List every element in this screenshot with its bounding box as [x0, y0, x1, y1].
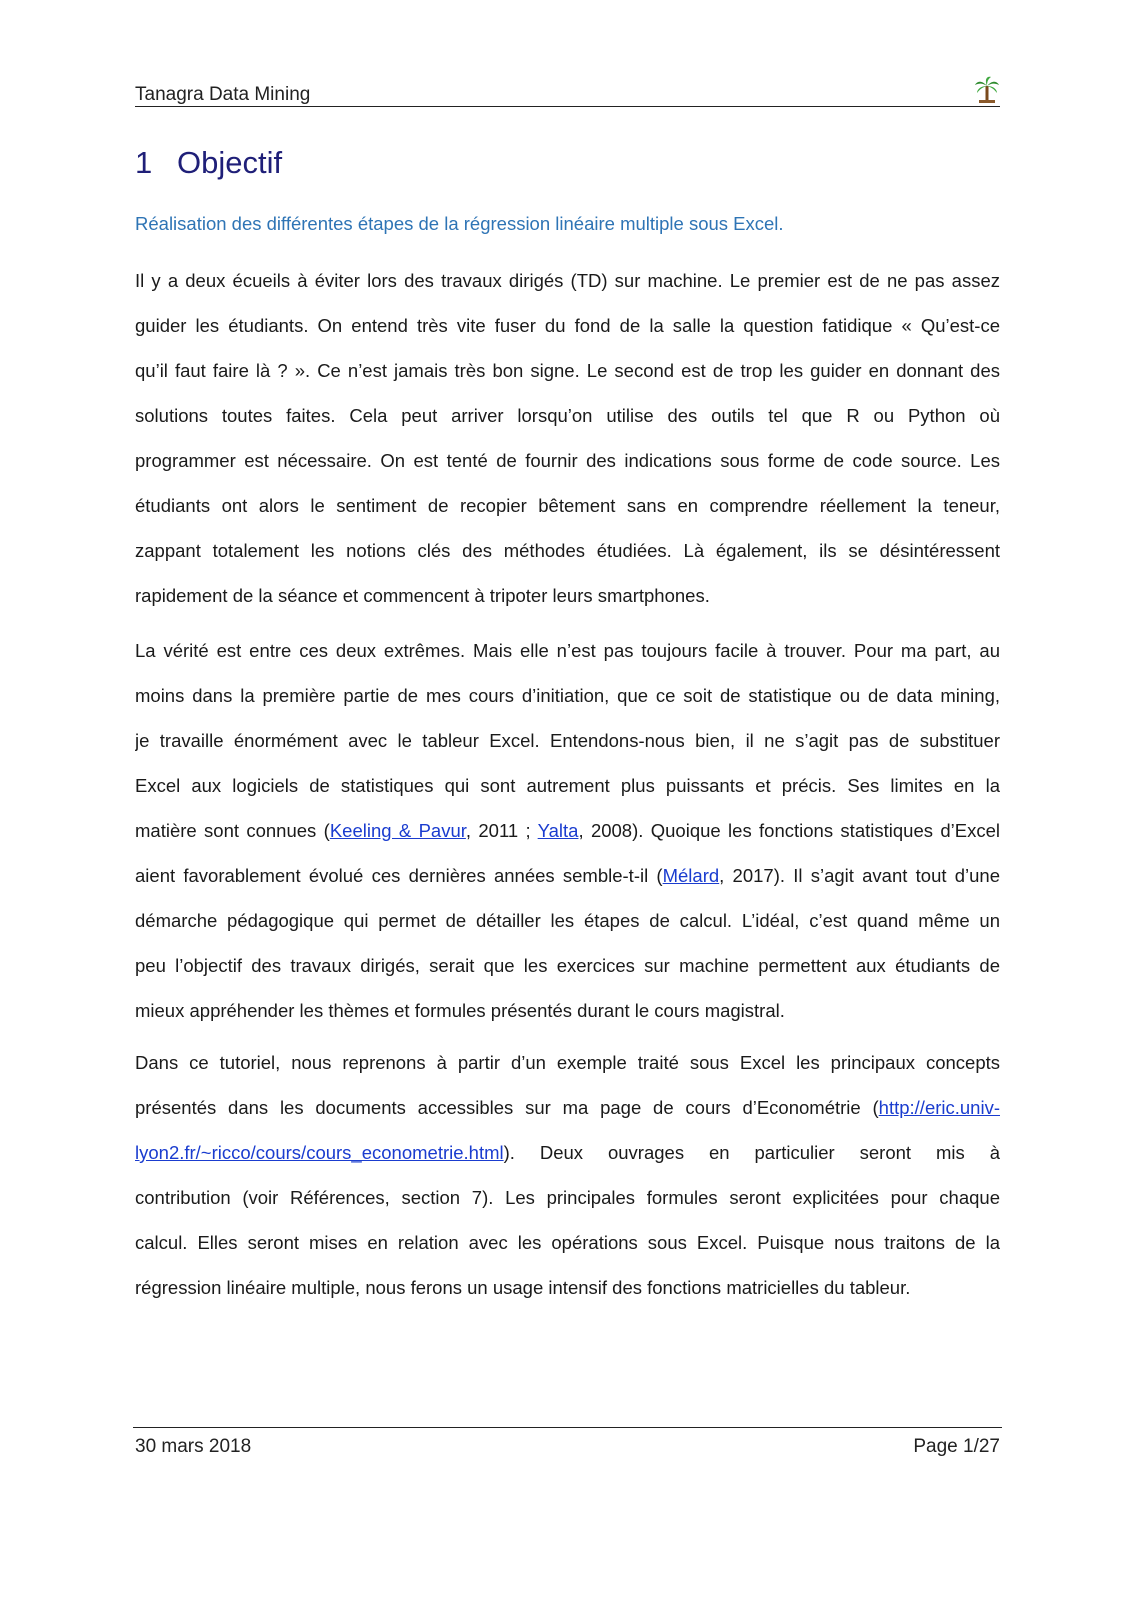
paragraph-line: étudiants ont alors le sentiment de recopier bêtement sans en comprendre réellement la teneur,: [135, 495, 1000, 516]
reference-link-yalta[interactable]: Yalta: [537, 820, 579, 841]
page-header: [135, 80, 1000, 107]
text-segment: , 2011 ;: [465, 820, 538, 841]
paragraph-line: Dans ce tutoriel, nous reprenons à partir d’un exemple traité sous Excel les principaux concepts: [135, 1052, 1000, 1073]
paragraph-line: [135, 1085, 1000, 1130]
text-segment: , 2008). Quoique les fonctions statistiques d’Excel: [578, 820, 1000, 841]
paragraph-line: La vérité est entre ces deux extrêmes. Mais elle n’est pas toujours facile à trouver. Pour ma part, au: [135, 640, 1000, 661]
paragraph-line: contribution (voir Références, section 7). Les principales formules seront explicitées pour chaque: [135, 1187, 1000, 1208]
paragraph-line: Il y a deux écueils à éviter lors des travaux dirigés (TD) sur machine. Le premier est de ne pas assez: [135, 270, 1000, 291]
page-footer: [133, 1427, 1002, 1457]
paragraph-line: je travaille énormément avec le tableur Excel. Entendons-nous bien, il ne s’agit pas de substituer: [135, 730, 1000, 751]
footer-date: 30 mars 2018: [135, 1436, 252, 1457]
paragraph-line: moins dans la première partie de mes cours d’initiation, que ce soit de statistique ou de data mining,: [135, 685, 1000, 706]
paragraph-line: régression linéaire multiple, nous ferons un usage intensif des fonctions matricielles du tableur.: [135, 1277, 911, 1298]
text-segment: ). Deux ouvrages en particulier seront mis à: [503, 1142, 1000, 1163]
text-segment: , 2017). Il s’agit avant tout d’une: [719, 865, 1000, 886]
paragraph-line: mieux appréhender les thèmes et formules présentés durant le cours magistral.: [135, 1000, 785, 1021]
paragraph-2: [135, 628, 1000, 1033]
paragraph-3: [135, 1040, 1000, 1310]
paragraph-line: calcul. Elles seront mises en relation avec les opérations sous Excel. Puisque nous traitons de la: [135, 1232, 1000, 1253]
paragraph-1: [135, 258, 1000, 618]
paragraph-line: [135, 1130, 1000, 1175]
paragraph-line: qu’il faut faire là ? ». Ce n’est jamais très bon signe. Le second est de trop les guider en donnant des: [135, 360, 1000, 381]
course-url-link-continued[interactable]: lyon2.fr/~ricco/cours/cours_econometrie.html: [135, 1142, 504, 1163]
paragraph-line: programmer est nécessaire. On est tenté de fournir des indications sous forme de code source. Les: [135, 450, 1000, 471]
paragraph-line: peu l’objectif des travaux dirigés, serait que les exercices sur machine permettent aux étudiants de: [135, 955, 1000, 976]
header-title: Tanagra Data Mining: [135, 84, 311, 105]
paragraph-line: [135, 853, 1000, 898]
reference-link-melard[interactable]: Mélard: [662, 865, 720, 886]
paragraph-line: démarche pédagogique qui permet de détailler les étapes de calcul. L’idéal, c’est quand même un: [135, 910, 1000, 931]
section-number: 1: [135, 145, 153, 180]
section-title: Objectif: [177, 145, 283, 180]
course-url-link[interactable]: http://eric.univ-: [878, 1097, 1000, 1118]
paragraph-line: rapidement de la séance et commencent à tripoter leurs smartphones.: [135, 585, 710, 606]
text-segment: présentés dans les documents accessibles sur ma page de cours d’Econométrie (: [135, 1097, 879, 1118]
paragraph-line: solutions toutes faites. Cela peut arriver lorsqu’on utilise des outils tel que R ou Python où: [135, 405, 1000, 426]
paragraph-line: Excel aux logiciels de statistiques qui sont autrement plus puissants et précis. Ses limites en la: [135, 775, 1000, 796]
paragraph-line: [135, 808, 1000, 853]
section-subtitle: Réalisation des différentes étapes de la régression linéaire multiple sous Excel.: [135, 213, 784, 234]
reference-link-keeling-pavur[interactable]: Keeling & Pavur: [329, 820, 466, 841]
text-segment: aient favorablement évolué ces dernières années semble-t-il (: [135, 865, 663, 886]
page-number: Page 1/27: [913, 1436, 1000, 1457]
paragraph-line: zappant totalement les notions clés des méthodes étudiées. Là également, ils se désintéressent: [135, 540, 1000, 561]
text-segment: matière sont connues (: [135, 820, 330, 841]
paragraph-line: guider les étudiants. On entend très vite fuser du fond de la salle la question fatidique « Qu’est-ce: [135, 315, 1000, 336]
palm-tree-icon: [974, 76, 1000, 104]
section-heading: [135, 145, 282, 181]
